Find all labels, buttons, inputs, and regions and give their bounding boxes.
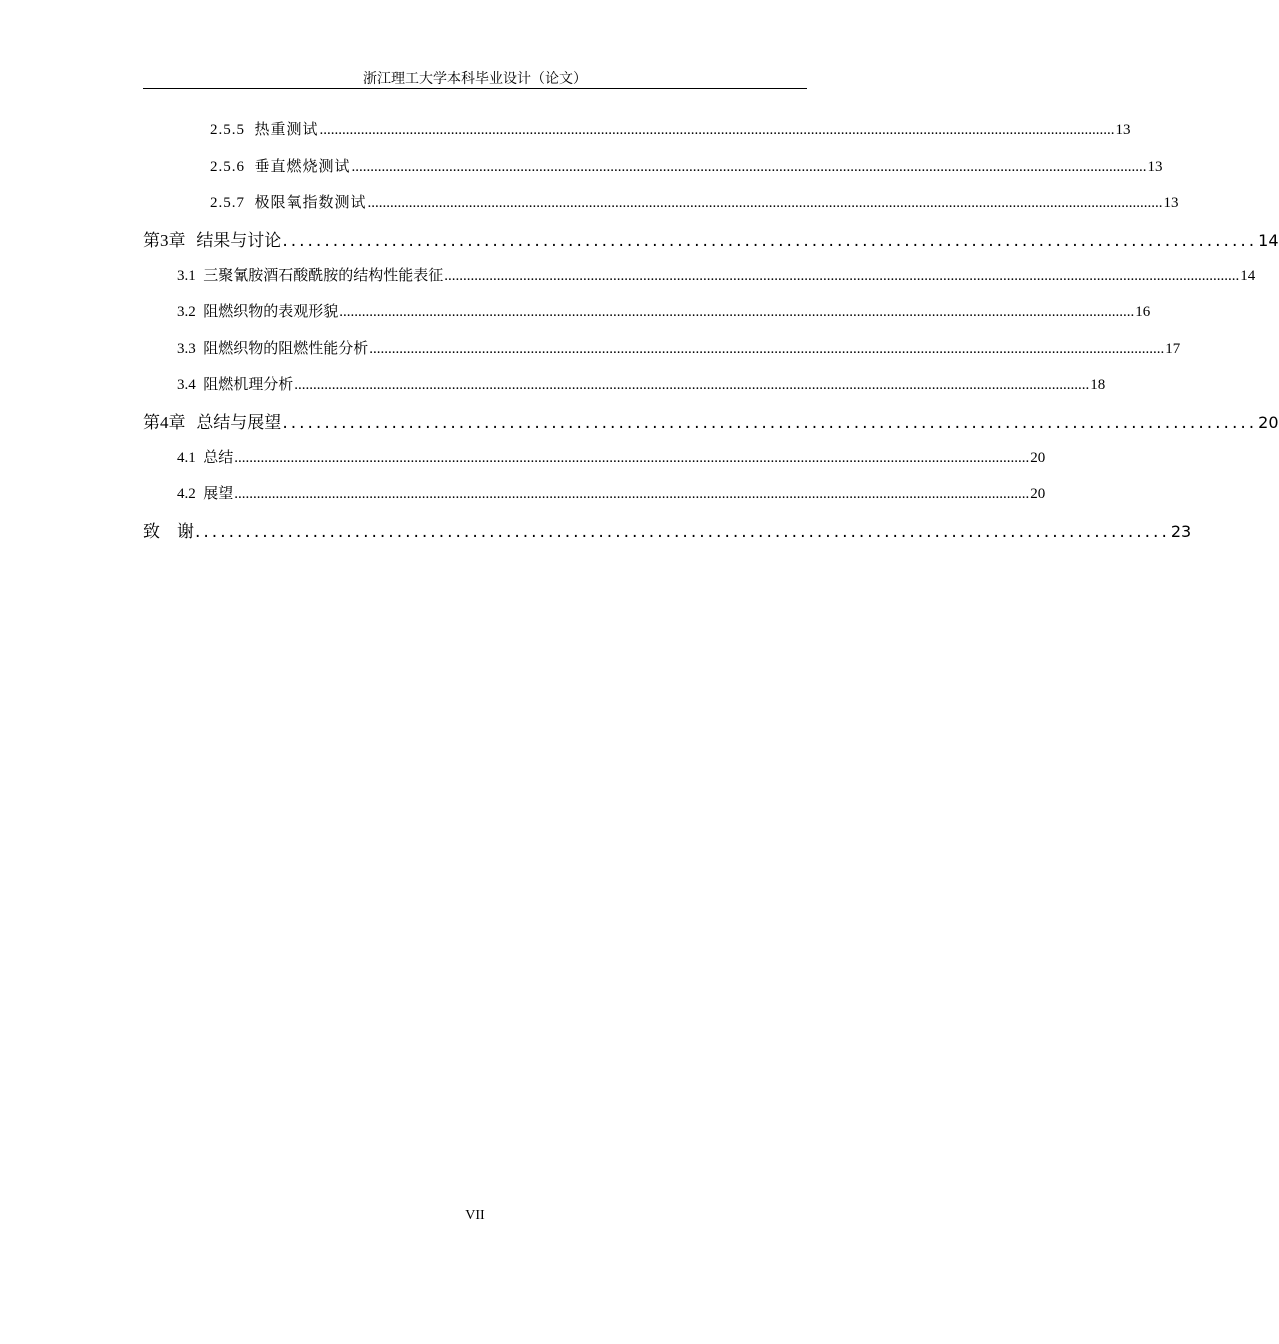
toc-leader-dots: .................................................................................................................................................................................................................... — [339, 304, 1135, 320]
toc-entry-acknowledgements[interactable] — [143, 517, 1192, 542]
toc-leader-dots: .................................................................................................................................................................................................................... — [369, 341, 1165, 357]
toc-leader-dots: .................................................................................................................................................................................................................... — [319, 122, 1115, 138]
toc-entry-label: 2.5.5 热重测试 — [210, 122, 319, 138]
toc-page-number: 13 — [1163, 195, 1179, 211]
toc-page-number: 20 — [1030, 450, 1046, 466]
toc-entry-label: 4.1 总结 — [177, 450, 234, 466]
toc-leader-dots: .................................................................................................................................................................................................................... — [444, 268, 1240, 284]
toc-entry-4-2[interactable] — [143, 482, 1046, 503]
page-number: VII — [465, 1208, 485, 1223]
toc-page-number: 20 — [1030, 486, 1046, 502]
toc-entry-2-5-5[interactable] — [143, 118, 1131, 139]
toc-entry-3-4[interactable] — [143, 373, 1106, 394]
toc-leader-dots: .................................................................................................................................................................................................................... — [367, 195, 1163, 211]
toc-entry-chapter-3[interactable] — [143, 226, 1279, 251]
toc-leader-dots: .................................................................................................................................................................................................................... — [294, 377, 1090, 393]
toc-entry-2-5-7[interactable] — [143, 191, 1179, 212]
toc-page-number: 20 — [1258, 413, 1279, 432]
toc-entry-4-1[interactable] — [143, 446, 1046, 467]
toc-leader-dots: .................................................................................................................... — [195, 522, 1170, 542]
toc-leader-dots: .................................................................................................................................................................................................................... — [351, 159, 1147, 175]
toc-entry-label: 2.5.7 极限氧指数测试 — [210, 195, 367, 211]
header-title: 浙江理工大学本科毕业设计（论文） — [363, 72, 587, 87]
toc-entry-chapter-4[interactable] — [143, 408, 1279, 433]
toc-entry-3-1[interactable] — [143, 264, 1256, 285]
toc-page-number: 14 — [1258, 231, 1279, 250]
toc-entry-label: 3.1 三聚氰胺酒石酸酰胺的结构性能表征 — [177, 268, 444, 284]
toc-entry-label: 第3章 结果与讨论 — [143, 231, 282, 251]
toc-leader-dots: .................................................................................................................................................................................................................... — [234, 486, 1030, 502]
toc-leader-dots: .................................................................................................................... — [282, 231, 1258, 251]
toc-entry-label: 4.2 展望 — [177, 486, 234, 502]
toc-entry-label: 3.4 阻燃机理分析 — [177, 377, 294, 393]
page-footer — [0, 1208, 950, 1224]
toc-entry-label: 致 谢 — [143, 522, 194, 542]
toc-page-number: 13 — [1115, 122, 1131, 138]
toc-entry-label: 3.3 阻燃织物的阻燃性能分析 — [177, 341, 369, 357]
toc-entry-label: 2.5.6 垂直燃烧测试 — [210, 159, 351, 175]
toc-entry-label: 第4章 总结与展望 — [143, 413, 282, 433]
toc-entry-3-2[interactable] — [143, 300, 1151, 321]
toc-entry-2-5-6[interactable] — [143, 155, 1163, 176]
toc-page-number: 23 — [1170, 522, 1192, 541]
page-header — [143, 72, 807, 89]
toc-entry-label: 3.2 阻燃织物的表观形貌 — [177, 304, 339, 320]
toc-page-number: 16 — [1135, 304, 1151, 320]
toc-page-number: 13 — [1147, 159, 1163, 175]
toc-leader-dots: .................................................................................................................... — [282, 413, 1258, 433]
toc-page-number: 14 — [1240, 268, 1256, 284]
toc-page-number: 17 — [1165, 341, 1181, 357]
toc-entry-3-3[interactable] — [143, 337, 1181, 358]
toc-leader-dots: .................................................................................................................................................................................................................... — [234, 450, 1030, 466]
toc-page-number: 18 — [1090, 377, 1106, 393]
